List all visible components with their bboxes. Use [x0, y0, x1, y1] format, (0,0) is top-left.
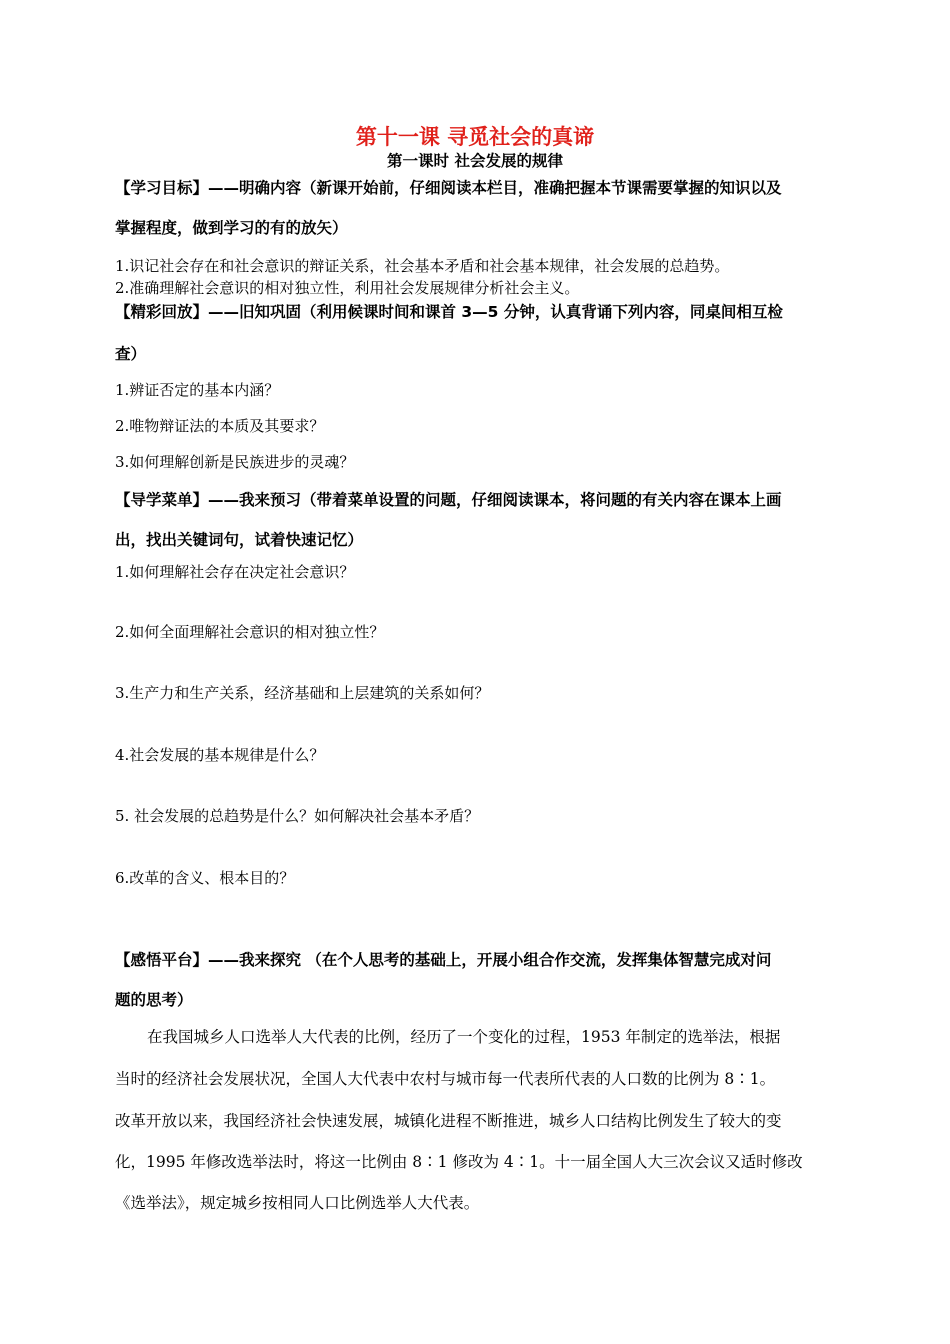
guide-item: 4.社会发展的基本规律是什么？ — [115, 746, 325, 764]
guide-item: 5. 社会发展的总趋势是什么？如何解决社会基本矛盾？ — [115, 807, 480, 825]
review-item: 3.如何理解创新是民族进步的灵魂？ — [115, 453, 355, 471]
lesson-title: 第十一课 寻觅社会的真谛 — [355, 125, 595, 149]
guide-item: 6.改革的含义、根本目的？ — [115, 869, 295, 887]
explore-paragraph-line: 改革开放以来，我国经济社会快速发展，城镇化进程不断推进，城乡人口结构比例发生了较大的变 — [115, 1112, 782, 1130]
explore-paragraph-line: 化，1995 年修改选举法时，将这一比例由 8∶1 修改为 4∶1。十一届全国人大三次会议又适时修改 — [115, 1153, 803, 1171]
goal-heading-cont: 掌握程度，做到学习的有的放矢） — [115, 219, 348, 237]
goal-item: 1.识记社会存在和社会意识的辩证关系，社会基本矛盾和社会基本规律，社会发展的总趋势。 — [115, 257, 730, 275]
guide-item: 2.如何全面理解社会意识的相对独立性？ — [115, 623, 385, 641]
review-heading: 【精彩回放】——旧知巩固（利用候课时间和课首 3—5 分钟，认真背诵下列内容，同桌间相互检 — [115, 303, 783, 321]
explore-paragraph-line: 当时的经济社会发展状况，全国人大代表中农村与城市每一代表所代表的人口数的比例为 8∶1。 — [115, 1070, 776, 1088]
guide-item: 1.如何理解社会存在决定社会意识？ — [115, 563, 355, 581]
review-item: 1.辨证否定的基本内涵？ — [115, 381, 280, 399]
goal-heading: 【学习目标】——明确内容（新课开始前，仔细阅读本栏目，准确把握本节课需要掌握的知识以及 — [115, 179, 782, 197]
guide-heading: 【导学菜单】——我来预习（带着菜单设置的问题，仔细阅读课本，将问题的有关内容在课本上画 — [115, 491, 782, 509]
guide-heading-cont: 出，找出关键词句，试着快速记忆） — [115, 531, 364, 549]
guide-item: 3.生产力和生产关系，经济基础和上层建筑的关系如何？ — [115, 684, 490, 702]
goal-item: 2.准确理解社会意识的相对独立性，利用社会发展规律分析社会主义。 — [115, 279, 580, 297]
explore-paragraph-line: 在我国城乡人口选举人大代表的比例，经历了一个变化的过程，1953 年制定的选举法，根据 — [147, 1028, 781, 1046]
review-heading-cont: 查） — [115, 345, 147, 363]
lesson-subtitle: 第一课时 社会发展的规律 — [387, 152, 563, 170]
explore-paragraph-line: 《选举法》，规定城乡按相同人口比例选举人大代表。 — [115, 1194, 480, 1212]
explore-heading-cont: 题的思考） — [115, 991, 193, 1009]
explore-heading: 【感悟平台】——我来探究 （在个人思考的基础上，开展小组合作交流，发挥集体智慧完成对问 — [115, 951, 772, 969]
review-item: 2.唯物辩证法的本质及其要求？ — [115, 417, 325, 435]
